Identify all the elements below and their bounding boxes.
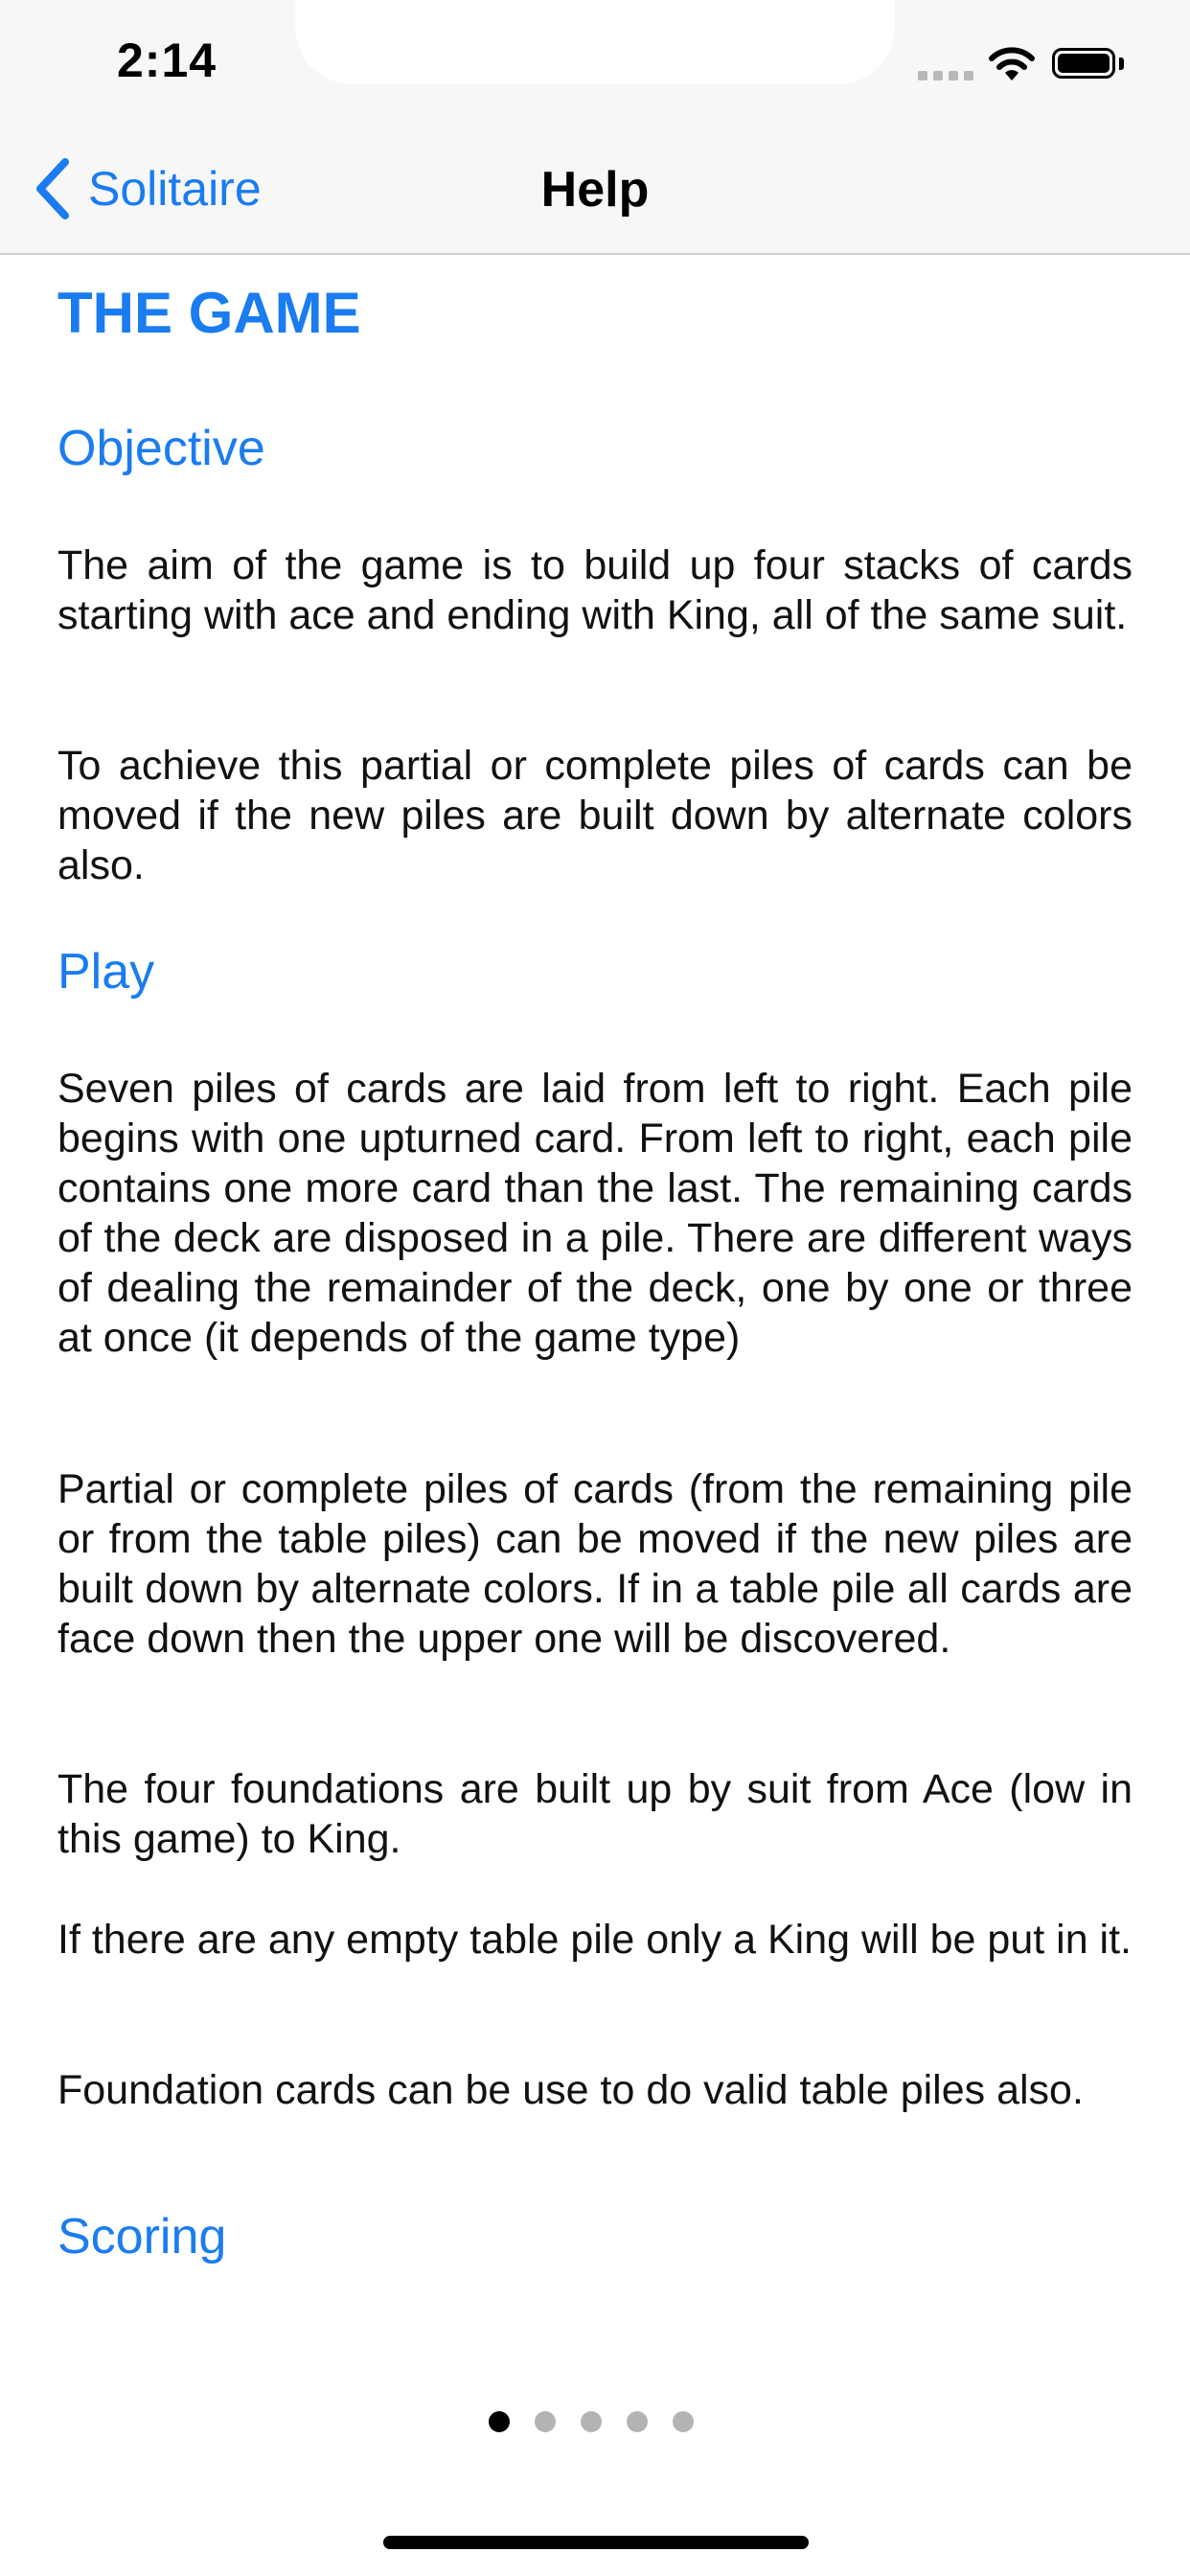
page-title: Help — [540, 162, 650, 218]
game-title: THE GAME — [57, 281, 361, 345]
objective-paragraph-2: To achieve this partial or complete piles of cards can be moved if the new piles are built down by alternate colors also. — [57, 743, 1133, 888]
play-paragraph-3: The four foundations are built up by suit from Ace (low in this game) to King. — [57, 1766, 1133, 1862]
battery-cap — [1119, 58, 1124, 70]
device-notch — [295, 0, 895, 84]
home-indicator[interactable] — [383, 2536, 809, 2549]
scoring-heading: Scoring — [57, 2209, 227, 2265]
play-paragraph-5: Foundation cards can be use to do valid table piles also. — [57, 2067, 1084, 2113]
cellular-signal-icon — [918, 67, 973, 80]
page-dot-2[interactable] — [535, 2411, 556, 2432]
page-indicator[interactable] — [489, 2411, 694, 2432]
battery-icon — [1052, 48, 1115, 79]
navigation-bar — [0, 0, 1190, 255]
page-dot-5[interactable] — [673, 2411, 694, 2432]
objective-heading: Objective — [57, 421, 265, 476]
page-dot-4[interactable] — [627, 2411, 648, 2432]
objective-paragraph-1: The aim of the game is to build up four stacks of cards starting with ace and ending with King, all of the same suit. — [57, 542, 1133, 638]
play-paragraph-4: If there are any empty table pile only a King will be put in it. — [57, 1917, 1133, 1963]
wifi-icon — [987, 44, 1037, 82]
back-button-label: Solitaire — [88, 162, 262, 216]
page-dot-3[interactable] — [581, 2411, 602, 2432]
status-time: 2:14 — [117, 34, 217, 87]
page-dot-1[interactable] — [489, 2411, 510, 2432]
play-paragraph-2: Partial or complete piles of cards (from the remaining pile or from the table piles) can be moved if the new piles are built down by alternate colors. If in a table pile all cards are face down then the upper one will be discovered. — [57, 1466, 1133, 1662]
play-heading: Play — [57, 944, 155, 1000]
play-paragraph-1: Seven piles of cards are laid from left to right. Each pile begins with one upturned card. From left to right, each pile contains one more card than the last. The remaining cards of the deck are disposed in a pile. There are different ways of dealing the remainder of the deck, one by one or three at once (it depends of the game type) — [57, 1066, 1133, 1361]
